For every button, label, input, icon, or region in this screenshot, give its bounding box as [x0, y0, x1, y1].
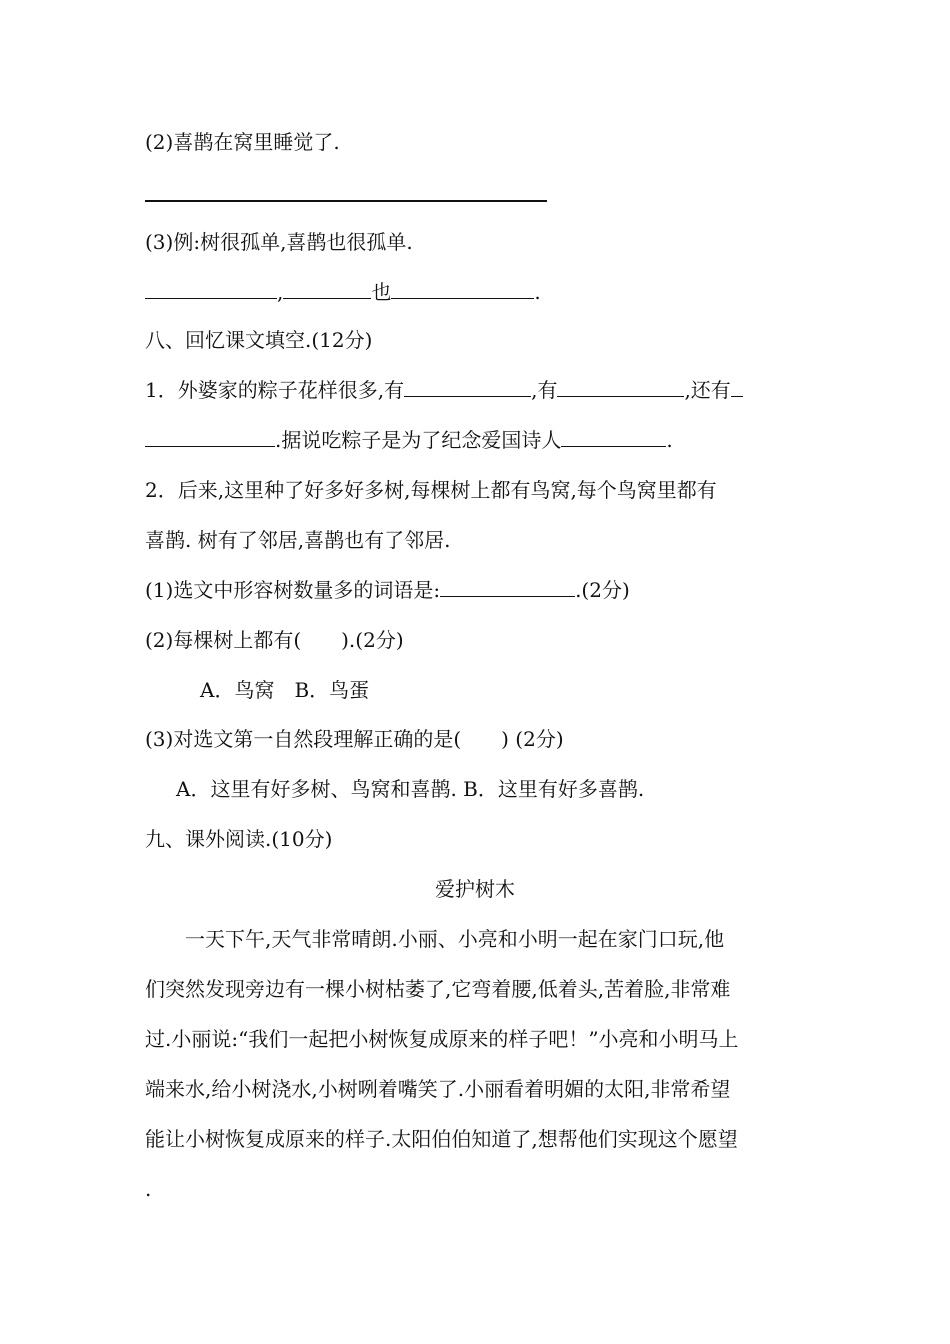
q7-item2: (2)喜鹊在窝里睡觉了.: [145, 130, 340, 154]
story-line: .: [145, 1177, 152, 1201]
q1-text-a: 1．外婆家的粽子花样很多,有: [145, 378, 405, 402]
fill-blank-3[interactable]: [391, 278, 534, 299]
story-line: 能让小树恢复成原来的样子.太阳伯伯知道了,想帮他们实现这个愿望: [145, 1127, 738, 1151]
story-line: 们突然发现旁边有一棵小树枯萎了,它弯着腰,低着头,苦着脸,非常难: [145, 977, 731, 1001]
fill-blank-q1-3b[interactable]: [145, 426, 275, 447]
s8-sub3: (3)对选文第一自然段理解正确的是( ) (2分): [145, 727, 564, 751]
q7-item3-example: (3)例:树很孤单,喜鹊也很孤单.: [145, 230, 413, 254]
sub1-text-a: (1)选文中形容树数量多的词语是:: [145, 578, 441, 602]
s8-q1-line1: [145, 375, 810, 405]
section8-heading: 八、回忆课文填空.(12分): [145, 328, 373, 352]
story-line: 端来水,给小树浇水,小树咧着嘴笑了.小丽看着明媚的太阳,非常希望: [145, 1077, 731, 1101]
fill-blank-1[interactable]: [145, 278, 277, 299]
story-line: 过.小丽说:“我们一起把小树恢复成原来的样子吧！”小亮和小明马上: [145, 1027, 739, 1051]
sub1-text-b: .(2分): [575, 578, 630, 602]
s8-sub3-options: A．这里有好多树、鸟窝和喜鹊. B．这里有好多喜鹊.: [176, 777, 645, 801]
fill-blank-sub1[interactable]: [440, 576, 575, 597]
q7-item3-fill: [145, 277, 810, 307]
s8-sub2: (2)每棵树上都有( ).(2分): [145, 628, 404, 652]
answer-line[interactable]: [145, 200, 547, 202]
fill-blank-q1-1[interactable]: [404, 376, 531, 397]
ye-text: 也: [371, 280, 392, 304]
section9-heading: 九、课外阅读.(10分): [145, 827, 333, 851]
s8-q2-passage-2: 喜鹊. 树有了邻居,喜鹊也有了邻居.: [145, 528, 451, 552]
q1-text-c: ,还有: [684, 378, 731, 402]
comma-text: ,: [277, 280, 284, 304]
fill-blank-q1-4[interactable]: [561, 426, 666, 447]
q1-text-d: .据说吃粽子是为了纪念爱国诗人: [275, 428, 562, 452]
s8-q2-passage-1: 2．后来,这里种了好多好多树,每棵树上都有鸟窝,每个鸟窝里都有: [145, 478, 717, 502]
fill-blank-q1-3a[interactable]: [731, 376, 743, 397]
fill-blank-2[interactable]: [283, 278, 371, 299]
story-line: 一天下午,天气非常晴朗.小丽、小亮和小明一起在家门口玩,他: [185, 927, 725, 951]
s8-q1-line2: [145, 425, 810, 455]
s8-sub1: [145, 575, 810, 605]
fill-blank-q1-2[interactable]: [557, 376, 684, 397]
s8-sub2-options: A．鸟窝 B．鸟蛋: [200, 678, 370, 702]
q1-text-e: .: [666, 428, 673, 452]
story-title: 爱护树木: [435, 877, 515, 901]
q1-text-b: ,有: [531, 378, 558, 402]
period-text: .: [534, 280, 541, 304]
